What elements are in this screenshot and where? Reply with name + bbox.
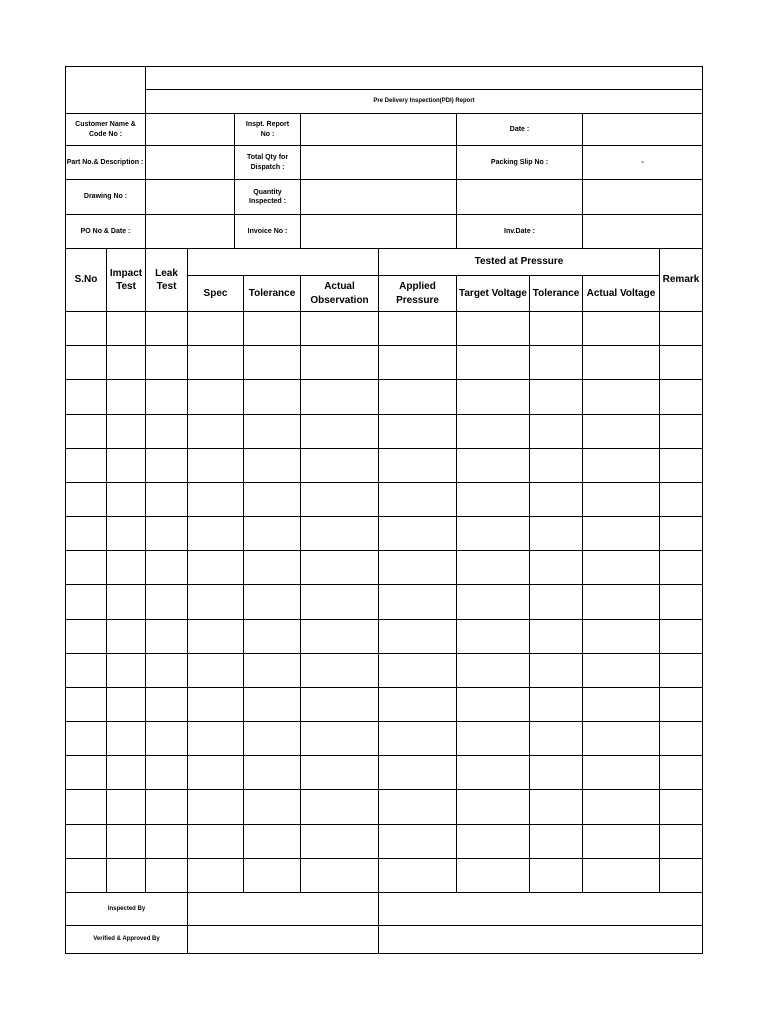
table-cell[interactable]	[530, 517, 582, 550]
col-header-actual-voltage: Actual Voltage	[586, 287, 656, 299]
inspected-by-extra-field[interactable]	[379, 893, 702, 925]
table-cell[interactable]	[146, 312, 187, 345]
table-cell[interactable]	[301, 312, 378, 345]
table-cell[interactable]	[457, 346, 529, 379]
table-cell[interactable]	[146, 517, 187, 550]
table-cell[interactable]	[660, 415, 702, 448]
table-cell[interactable]	[107, 756, 145, 789]
table-cell[interactable]	[244, 483, 300, 516]
table-cell[interactable]	[660, 620, 702, 653]
table-cell[interactable]	[188, 620, 243, 653]
table-cell[interactable]	[379, 790, 456, 823]
table-cell[interactable]	[530, 756, 582, 789]
table-cell[interactable]	[244, 380, 300, 413]
table-cell[interactable]	[583, 688, 659, 721]
table-cell[interactable]	[457, 688, 529, 721]
table-cell[interactable]	[66, 688, 106, 721]
table-cell[interactable]	[301, 859, 378, 892]
report-title: Pre Delivery Inspection(PDI) Report	[373, 98, 475, 105]
table-cell[interactable]	[188, 380, 243, 413]
table-cell[interactable]	[107, 790, 145, 823]
table-cell[interactable]	[379, 483, 456, 516]
col-header-tolerance-2: Tolerance	[532, 287, 580, 299]
col-group-tested-at-pressure: Tested at Pressure	[474, 256, 564, 268]
table-cell[interactable]	[530, 483, 582, 516]
table-cell[interactable]	[660, 380, 702, 413]
table-cell[interactable]	[660, 825, 702, 858]
table-cell[interactable]	[457, 585, 529, 618]
table-cell[interactable]	[146, 449, 187, 482]
table-cell[interactable]	[146, 722, 187, 755]
table-cell[interactable]	[66, 654, 106, 687]
table-cell[interactable]	[66, 449, 106, 482]
table-cell[interactable]	[301, 551, 378, 584]
po-no-label: PO No & Date :	[80, 227, 131, 235]
table-cell[interactable]	[530, 551, 582, 584]
table-cell[interactable]	[244, 620, 300, 653]
col-header-target-voltage: Target Voltage	[459, 287, 527, 299]
table-cell[interactable]	[66, 380, 106, 413]
table-cell[interactable]	[583, 585, 659, 618]
invoice-no-value-field[interactable]	[301, 215, 456, 248]
table-cell[interactable]	[379, 380, 456, 413]
pdi-report-sheet	[65, 66, 703, 954]
packing-slip-label: Packing Slip No :	[490, 158, 549, 166]
table-cell[interactable]	[107, 483, 145, 516]
drawing-no-label: Drawing No :	[83, 193, 128, 201]
table-cell[interactable]	[457, 859, 529, 892]
table-cell[interactable]	[244, 825, 300, 858]
table-cell[interactable]	[188, 551, 243, 584]
table-cell[interactable]	[379, 517, 456, 550]
table-cell[interactable]	[107, 312, 145, 345]
packing-slip-value[interactable]: -	[641, 158, 644, 166]
table-cell[interactable]	[146, 654, 187, 687]
table-cell[interactable]	[188, 688, 243, 721]
col-header-tolerance: Tolerance	[248, 287, 296, 299]
table-cell[interactable]	[66, 790, 106, 823]
table-cell[interactable]	[530, 312, 582, 345]
table-cell[interactable]	[146, 825, 187, 858]
table-cell[interactable]	[530, 859, 582, 892]
table-cell[interactable]	[66, 346, 106, 379]
table-cell[interactable]	[457, 483, 529, 516]
border-right	[702, 66, 703, 954]
table-cell[interactable]	[379, 551, 456, 584]
table-cell[interactable]	[583, 517, 659, 550]
table-cell[interactable]	[660, 517, 702, 550]
table-cell[interactable]	[301, 790, 378, 823]
table-cell[interactable]	[107, 859, 145, 892]
table-cell[interactable]	[244, 585, 300, 618]
table-cell[interactable]	[107, 654, 145, 687]
table-cell[interactable]	[660, 585, 702, 618]
inv-date-label: Inv.Date :	[504, 227, 535, 235]
table-cell[interactable]	[660, 449, 702, 482]
table-cell[interactable]	[188, 312, 243, 345]
total-qty-label: Total Qty for Dispatch :	[246, 154, 289, 171]
table-cell[interactable]	[457, 756, 529, 789]
table-cell[interactable]	[188, 825, 243, 858]
table-cell[interactable]	[583, 790, 659, 823]
table-cell[interactable]	[188, 346, 243, 379]
table-cell[interactable]	[301, 483, 378, 516]
table-cell[interactable]	[66, 415, 106, 448]
table-cell[interactable]	[244, 654, 300, 687]
table-cell[interactable]	[379, 859, 456, 892]
date-value-field[interactable]	[583, 114, 702, 145]
table-cell[interactable]	[457, 312, 529, 345]
table-cell[interactable]	[107, 620, 145, 653]
table-cell[interactable]	[530, 722, 582, 755]
table-cell[interactable]	[530, 790, 582, 823]
table-cell[interactable]	[457, 517, 529, 550]
inv-date-value-field[interactable]	[583, 215, 702, 248]
table-cell[interactable]	[379, 688, 456, 721]
table-cell[interactable]	[66, 722, 106, 755]
col-header-sno: S.No	[74, 274, 98, 286]
table-cell[interactable]	[244, 859, 300, 892]
table-cell[interactable]	[583, 620, 659, 653]
table-cell[interactable]	[530, 825, 582, 858]
table-cell[interactable]	[457, 654, 529, 687]
inspt-report-value-field[interactable]	[301, 114, 456, 145]
part-no-label: Part No.& Description :	[66, 158, 144, 166]
table-cell[interactable]	[301, 585, 378, 618]
qty-inspected-value-field[interactable]	[301, 180, 456, 214]
date-label: Date :	[509, 125, 530, 133]
table-cell[interactable]	[66, 825, 106, 858]
table-cell[interactable]	[457, 722, 529, 755]
table-cell[interactable]	[660, 790, 702, 823]
table-cell[interactable]	[66, 551, 106, 584]
table-cell[interactable]	[660, 756, 702, 789]
table-cell[interactable]	[583, 654, 659, 687]
table-cell[interactable]	[660, 654, 702, 687]
table-cell[interactable]	[301, 449, 378, 482]
table-cell[interactable]	[188, 756, 243, 789]
table-cell[interactable]	[530, 415, 582, 448]
table-cell[interactable]	[146, 756, 187, 789]
customer-label: Customer Name & Code No :	[75, 121, 136, 138]
po-no-value-field[interactable]	[146, 215, 234, 248]
table-cell[interactable]	[301, 722, 378, 755]
table-cell[interactable]	[660, 346, 702, 379]
inspected-by-label: Inspected By	[107, 905, 146, 912]
table-cell[interactable]	[660, 859, 702, 892]
table-cell[interactable]	[107, 380, 145, 413]
table-cell[interactable]	[379, 722, 456, 755]
table-cell[interactable]	[188, 585, 243, 618]
table-cell[interactable]	[107, 346, 145, 379]
invoice-no-label: Invoice No :	[247, 227, 288, 235]
inspected-by-signature-field[interactable]	[188, 893, 378, 925]
table-cell[interactable]	[457, 380, 529, 413]
table-cell[interactable]	[660, 551, 702, 584]
table-cell[interactable]	[188, 483, 243, 516]
border-bottom	[65, 953, 703, 954]
verified-by-extra-field[interactable]	[379, 926, 702, 953]
border-top	[65, 66, 703, 67]
table-cell[interactable]	[301, 688, 378, 721]
table-cell[interactable]	[107, 517, 145, 550]
table-cell[interactable]	[107, 449, 145, 482]
blank-cell	[457, 180, 582, 214]
table-cell[interactable]	[379, 620, 456, 653]
table-cell[interactable]	[530, 346, 582, 379]
table-cell[interactable]	[301, 654, 378, 687]
col-header-spec: Spec	[203, 287, 228, 299]
drawing-no-value-field[interactable]	[146, 180, 234, 214]
table-cell[interactable]	[583, 825, 659, 858]
table-cell[interactable]	[301, 346, 378, 379]
table-cell[interactable]	[301, 380, 378, 413]
table-cell[interactable]	[244, 449, 300, 482]
qty-inspected-label: Quantity Inspected :	[249, 188, 286, 205]
table-cell[interactable]	[107, 722, 145, 755]
table-cell[interactable]	[244, 346, 300, 379]
table-cell[interactable]	[244, 790, 300, 823]
table-cell[interactable]	[660, 688, 702, 721]
table-cell[interactable]	[530, 585, 582, 618]
part-no-value-field[interactable]	[146, 146, 234, 179]
table-cell[interactable]	[457, 620, 529, 653]
inspt-report-label: Inspt. Report No :	[245, 121, 290, 138]
table-cell[interactable]	[66, 620, 106, 653]
table-cell[interactable]	[530, 449, 582, 482]
table-cell[interactable]	[146, 585, 187, 618]
table-cell[interactable]	[583, 449, 659, 482]
table-cell[interactable]	[530, 688, 582, 721]
table-cell[interactable]	[457, 551, 529, 584]
table-cell[interactable]	[188, 415, 243, 448]
table-cell[interactable]	[583, 483, 659, 516]
table-cell[interactable]	[146, 380, 187, 413]
table-cell[interactable]	[379, 449, 456, 482]
table-cell[interactable]	[583, 346, 659, 379]
table-cell[interactable]	[583, 756, 659, 789]
table-cell[interactable]	[301, 517, 378, 550]
table-cell[interactable]	[146, 551, 187, 584]
col-header-applied-pressure: Applied Pressure	[396, 281, 439, 306]
customer-value-field[interactable]	[146, 114, 234, 145]
table-cell[interactable]	[660, 312, 702, 345]
table-cell[interactable]	[146, 859, 187, 892]
table-cell[interactable]	[457, 415, 529, 448]
col-header-remark: Remark	[662, 274, 700, 286]
table-cell[interactable]	[66, 517, 106, 550]
table-cell[interactable]	[379, 415, 456, 448]
table-cell[interactable]	[244, 415, 300, 448]
table-cell[interactable]	[457, 790, 529, 823]
table-cell[interactable]	[146, 790, 187, 823]
table-cell[interactable]	[107, 585, 145, 618]
table-cell[interactable]	[583, 722, 659, 755]
table-cell[interactable]	[530, 654, 582, 687]
col-header-leak-test: Leak Test	[155, 267, 178, 292]
table-cell[interactable]	[457, 825, 529, 858]
table-cell[interactable]	[583, 312, 659, 345]
table-cell[interactable]	[146, 688, 187, 721]
table-cell[interactable]	[583, 380, 659, 413]
table-cell[interactable]	[188, 517, 243, 550]
table-cell[interactable]	[301, 620, 378, 653]
table-cell[interactable]	[244, 551, 300, 584]
total-qty-value-field[interactable]	[301, 146, 456, 179]
table-cell[interactable]	[379, 585, 456, 618]
table-cell[interactable]	[660, 722, 702, 755]
table-cell[interactable]	[146, 620, 187, 653]
table-cell[interactable]	[107, 415, 145, 448]
col-header-impact-test: Impact Test	[109, 267, 143, 292]
table-cell[interactable]	[188, 449, 243, 482]
table-cell[interactable]	[107, 688, 145, 721]
table-cell[interactable]	[379, 346, 456, 379]
table-cell[interactable]	[530, 380, 582, 413]
table-cell[interactable]	[583, 415, 659, 448]
table-cell[interactable]	[146, 483, 187, 516]
verified-approved-by-label: Verified & Approved By	[93, 936, 160, 943]
table-cell[interactable]	[379, 654, 456, 687]
verified-by-signature-field[interactable]	[188, 926, 378, 953]
table-cell[interactable]	[244, 688, 300, 721]
table-cell[interactable]	[66, 756, 106, 789]
table-cell[interactable]	[379, 825, 456, 858]
table-cell[interactable]	[66, 859, 106, 892]
table-cell[interactable]	[188, 722, 243, 755]
table-cell[interactable]	[301, 415, 378, 448]
table-cell[interactable]	[583, 551, 659, 584]
table-cell[interactable]	[188, 790, 243, 823]
blank-cell	[583, 180, 702, 214]
table-cell[interactable]	[530, 620, 582, 653]
col-header-actual-observation: Actual Observation	[310, 281, 369, 306]
table-cell[interactable]	[583, 859, 659, 892]
table-cell[interactable]	[244, 756, 300, 789]
table-cell[interactable]	[301, 825, 378, 858]
table-cell[interactable]	[188, 859, 243, 892]
table-cell[interactable]	[457, 449, 529, 482]
table-cell[interactable]	[146, 346, 187, 379]
table-cell[interactable]	[301, 756, 378, 789]
table-cell[interactable]	[66, 312, 106, 345]
table-cell[interactable]	[107, 551, 145, 584]
table-cell[interactable]	[379, 312, 456, 345]
table-cell[interactable]	[244, 517, 300, 550]
table-cell[interactable]	[66, 483, 106, 516]
table-cell[interactable]	[146, 415, 187, 448]
table-cell[interactable]	[188, 654, 243, 687]
table-cell[interactable]	[660, 483, 702, 516]
table-cell[interactable]	[244, 312, 300, 345]
table-cell[interactable]	[379, 756, 456, 789]
table-cell[interactable]	[107, 825, 145, 858]
table-cell[interactable]	[66, 585, 106, 618]
table-cell[interactable]	[244, 722, 300, 755]
